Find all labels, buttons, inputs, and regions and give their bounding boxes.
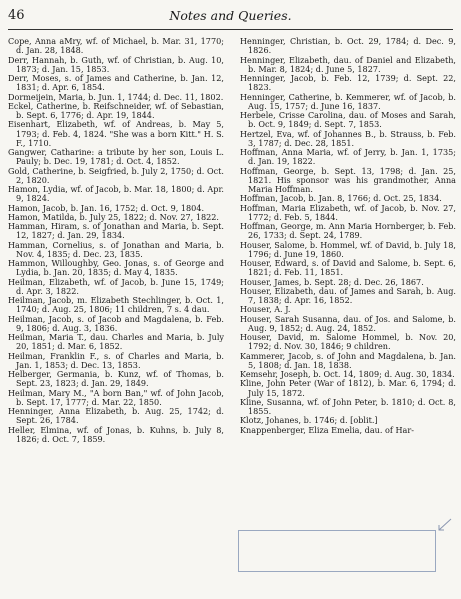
record-entry: Eckel, Catherine, b. Reifschneider, wf. of Sebastian, b. Sept. 6, 1776; d. Apr. 19, 1844. bbox=[8, 100, 224, 120]
record-entry: Hoffman, Maria Elizabeth, wf. of Jacob, b. Nov. 27, 1772; d. Feb. 5, 1844. bbox=[240, 202, 456, 222]
record-entry: Henninger, Catherine, b. Kemmerer, wf. of Jacob, b. Aug. 15, 1757; d. June 16, 1837. bbox=[240, 91, 456, 111]
record-entry: Hamman, Cornelius, s. of Jonathan and Maria, b. Nov. 4, 1835; d. Dec. 23, 1835. bbox=[8, 239, 224, 259]
left-column bbox=[8, 37, 224, 444]
record-entry: Hammon, Willoughby, Geo. Jonas, s. of George and Lydia, b. Jan. 20, 1835; d. May 4, 1835. bbox=[8, 258, 224, 278]
record-entry: Henninger, Christian, b. Oct. 29, 1784; d. Dec. 9, 1826. bbox=[240, 36, 456, 56]
record-entry: Hertzel, Eva, wf. of Johannes B., b. Strauss, b. Feb. 3, 1787; d. Dec. 28, 1851. bbox=[240, 128, 456, 148]
pointer-arrow-icon bbox=[436, 518, 452, 532]
record-entry: Heilman, Maria T., dau. Charles and Maria, b. July 20, 1851; d. Mar. 6, 1852. bbox=[8, 332, 224, 352]
record-entry: Hamon, Matilda, b. July 25, 1822; d. Nov. 27, 1822. bbox=[8, 211, 219, 222]
record-entry: Hoffman, Anna Maria, wf. of Jerry, b. Jan. 1, 1735; d. Jan. 19, 1822. bbox=[240, 147, 456, 167]
record-entry: Heilman, Franklin F., s. of Charles and Maria, b. Jan. 1, 1853; d. Dec. 13, 1853. bbox=[8, 350, 224, 370]
running-title: Notes and Queries. bbox=[169, 8, 292, 23]
record-entry: Derr, Hannah, b. Guth, wf. of Christian, b. Aug. 10, 1873; d. Jan. 15, 1853. bbox=[8, 54, 224, 74]
record-entry: Gold, Catherine, b. Seigfried, b. July 2, 1750; d. Oct. 2, 1820. bbox=[8, 165, 224, 185]
record-entry: Heilman, Jacob, m. Elizabeth Stechlinger, b. Oct. 1, 1740; d. Aug. 25, 1806; 11 children, 7 s. 4 dau. bbox=[8, 295, 224, 315]
record-entry: Heilman, Mary M., "A born Ban," wf. of John Jacob, b. Sept. 17, 1777; d. Mar. 22, 1850. bbox=[8, 387, 224, 407]
page-number: 46 bbox=[8, 8, 25, 23]
record-entry: Herbele, Crisse Carolina, dau. of Moses and Sarah, b. Oct. 9, 1849; d. Sept. 7, 1853. bbox=[240, 110, 456, 130]
record-entry: Houser, Edward, s. of David and Salome, b. Sept. 6, 1821; d. Feb. 11, 1851. bbox=[240, 258, 456, 278]
record-entry: Kline, John Peter (War of 1812), b. Mar. 6, 1794; d. July 15, 1872. bbox=[240, 378, 456, 398]
record-entry: Houser, Salome, b. Hommel, wf. of David, b. July 18, 1796; d. June 19, 1860. bbox=[240, 239, 456, 259]
header-rule bbox=[8, 29, 453, 30]
record-entry: Heilman, Elizabeth, wf. of Jacob, b. June 15, 1749; d. Apr. 3, 1822. bbox=[8, 276, 224, 296]
record-entry: Heller, Elmina, wf. of Jonas, b. Kuhns, b. July 8, 1826; d. Oct. 7, 1859. bbox=[8, 424, 224, 444]
highlight-box bbox=[238, 530, 436, 572]
record-entry: Dormeijein, Maria, b. Jun. 1, 1744; d. Dec. 11, 1802. bbox=[8, 91, 224, 102]
record-entry: Hamman, Hiram, s. of Jonathan and Maria, b. Sept. 12, 1827; d. Jan. 29, 1834. bbox=[8, 221, 224, 241]
record-entry: Henninger, Anna Elizabeth, b. Aug. 25, 1742; d. Sept. 26, 1784. bbox=[8, 406, 224, 426]
page-header bbox=[8, 8, 453, 26]
record-entry: Kemsehr, Joseph, b. Oct. 14, 1809; d. Aug. 30, 1834. bbox=[240, 369, 455, 379]
record-entry: Houser, David, m. Salome Hommel, b. Nov. 20, 1792; d. Nov. 30, 1846; 9 children. bbox=[240, 332, 456, 352]
record-entry: Hoffman, George, m. Ann Maria Hornberger, b. Feb. 26, 1733; d. Sept. 24, 1789. bbox=[240, 221, 456, 241]
record-entry: Hoffman, George, b. Sept. 13, 1798; d. Jan. 25, 1821. His sponsor was his grandmother, Anna Maria Hoffman. bbox=[240, 165, 456, 194]
record-entry: Gangwer, Catharine: a tribute by her son, Louis L. Pauly; b. Dec. 19, 1781; d. Oct. 4, 1852. bbox=[8, 147, 224, 167]
record-entry: Hamon, Lydia, wf. of Jacob, b. Mar. 18, 1800; d. Apr. 9, 1824. bbox=[8, 184, 224, 204]
record-entry: Derr, Moses, s. of James and Catherine, b. Jan. 12, 1831; d. Apr. 6, 1854. bbox=[8, 73, 224, 93]
record-entry: Houser, James, b. Sept. 28; d. Dec. 26, 1867. bbox=[240, 276, 424, 287]
record-entry: Kammerer, Jacob, s. of John and Magdalena, b. Jan. 5, 1808; d. Jan. 18, 1838. bbox=[240, 350, 456, 370]
record-entry: Houser, Elizabeth, dau. of James and Sarah, b. Aug. 7, 1838; d. Apr. 16, 1852. bbox=[240, 285, 456, 305]
record-entry: Houser, Sarah Susanna, dau. of Jos. and Salome, b. Aug. 9, 1852; d. Aug. 24, 1852. bbox=[240, 313, 456, 333]
record-entry: Henninger, Jacob, b. Feb. 12, 1739; d. Sept. 22, 1823. bbox=[240, 73, 456, 93]
record-entry: Klotz, Johanes, b. 1746; d. [oblit.] bbox=[240, 415, 378, 426]
right-column bbox=[240, 37, 456, 435]
record-entry: Kline, Susanna, wf. of John Peter, b. 1810; d. Oct. 8, 1855. bbox=[240, 396, 456, 416]
record-entry: Helberger, Germania, b. Kunz, wf. of Thomas, b. Sept. 23, 1823; d. Jan. 29, 1849. bbox=[8, 369, 224, 389]
record-entry: Heilman, Jacob, s. of Jacob and Magdalena, b. Feb. 9, 1806; d. Aug. 3, 1836. bbox=[8, 313, 224, 333]
record-entry: Knappenberger, Eliza Emelia, dau. of Har- bbox=[240, 424, 414, 435]
record-entry: Houser, A. J. bbox=[240, 304, 291, 315]
record-entry: Cope, Anna aMry, wf. of Michael, b. Mar. 31, 1770; d. Jan. 28, 1848. bbox=[8, 36, 224, 56]
record-entry: Hamon, Jacob, b. Jan. 16, 1752; d. Oct. 9, 1804. bbox=[8, 202, 205, 213]
record-entry: Hoffman, Jacob, b. Jan. 8, 1766; d. Oct. 25, 1834. bbox=[240, 193, 442, 204]
record-entry: Henninger, Elizabeth, dau. of Daniel and Elizabeth, b. Mar. 8, 1824; d. June 5, 1827. bbox=[240, 54, 456, 74]
record-entry: Eisenhart, Elizabeth, wf. of Andreas, b. May 5, 1793; d. Feb. 4, 1824. "She was a born Kitt." H. S. F., 1710. bbox=[8, 119, 224, 148]
